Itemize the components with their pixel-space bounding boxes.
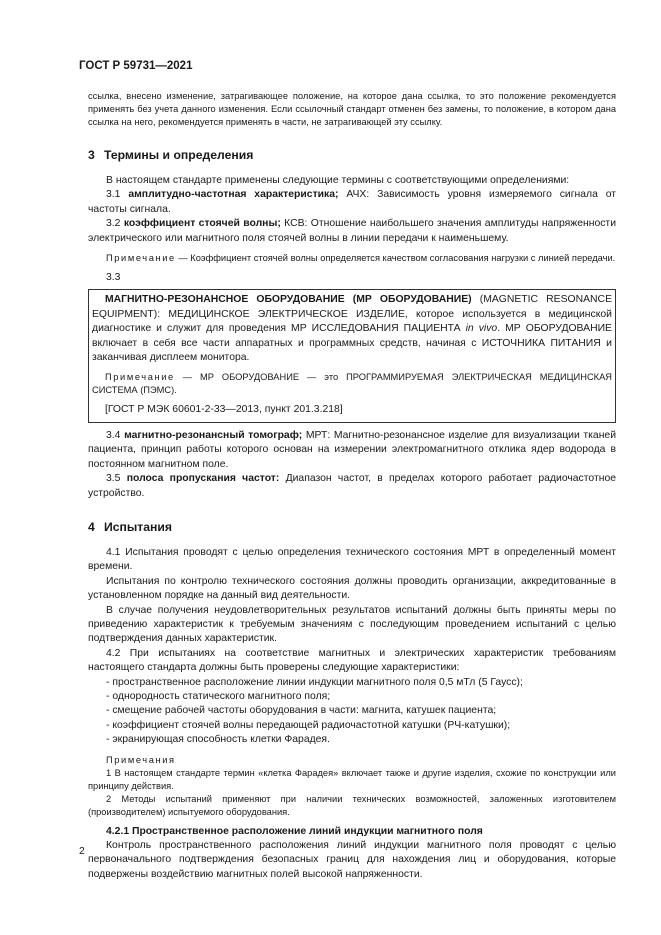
term-3-3-note-label: Примечание — [105, 372, 175, 383]
page-number: 2 — [79, 846, 85, 857]
term-3-2-number: 3.2 — [106, 218, 121, 230]
term-3-3-text-a: (MAGNETIC RESONANCE EQUIPMENT): МЕДИЦИНСКОЕ ЭЛЕКТРИЧЕСКОЕ ИЗДЕЛИЕ, которое используется в медицинской диагностике и служит для проведения МР ИССЛЕДОВАНИЯ ПАЦИЕНТА — [92, 294, 612, 335]
notes-label — [88, 754, 616, 767]
term-3-2-abbr: КСВ: — [284, 218, 308, 230]
page-content — [88, 90, 616, 882]
note-3-2-text: — Коэффициент стоячей волны определяется качеством согласования нагрузки с линией передачи. — [178, 253, 616, 264]
section-3-heading — [88, 148, 616, 162]
section-3-number: 3 — [88, 148, 95, 162]
note-2: 2 Методы испытаний применяют при наличии технических возможностей, заложенных изготовителем (производителем) испытуемого оборудования. — [88, 793, 616, 817]
term-3-5 — [88, 472, 616, 501]
note-3-2-label: Примечание — [106, 253, 176, 264]
term-3-5-term: полоса пропускания частот: — [126, 473, 280, 485]
term-3-4-number: 3.4 — [106, 429, 121, 441]
term-3-3-definition — [92, 293, 612, 365]
list-item: - коэффициент стоячей волны передающей радиочастотной катушки (РЧ-катушки); — [106, 719, 511, 731]
list-item: - однородность статического магнитного поля; — [106, 690, 331, 702]
note-3-2 — [88, 252, 616, 265]
section-4-number: 4 — [88, 519, 95, 534]
term-3-1-abbr: АЧХ: — [346, 189, 370, 201]
notes-label-text: Примечания — [106, 754, 176, 765]
term-3-4-term: магнитно-резонансный томограф; — [124, 429, 303, 441]
term-3-3-term: МАГНИТНО-РЕЗОНАНСНОЕ ОБОРУДОВАНИЕ (МР ОБОРУДОВАНИЕ) — [105, 294, 472, 306]
section-4-heading — [88, 520, 616, 534]
term-3-3-number: 3.3 — [106, 272, 121, 284]
term-3-2-definition: Отношение наибольшего значения амплитуды напряженности электрического или магнитного поля стоячей волны в линии передачи к наименьшему. — [88, 218, 616, 244]
term-3-4-abbr: МРТ: — [305, 429, 331, 441]
section-3-title: Термины и определения — [104, 148, 254, 162]
term-3-3-in-vivo: in vivo — [465, 323, 498, 335]
term-3-1-definition: Зависимость уровня измеряемого сигнала от частоты сигнала. — [88, 189, 617, 215]
term-3-1-number: 3.1 — [106, 189, 121, 201]
term-3-3-box — [88, 289, 616, 422]
term-3-1 — [88, 188, 616, 217]
list-item: - смещение рабочей частоты оборудования в части: магнита, катушек пациента; — [106, 705, 497, 717]
section-4-title: Испытания — [104, 519, 173, 534]
term-3-3-note — [92, 371, 612, 397]
para-4-1-b: Испытания по контролю технического состояния должны проводить организации, аккредитованные в установленном порядке на данный вид деятельности. — [88, 575, 616, 602]
document-code: ГОСТ Р 59731—2021 — [79, 60, 193, 72]
note-1: 1 В настоящем стандарте термин «клетка Фарадея» включает также и другие изделия, схожие по конструкции или принципу действия. — [88, 767, 616, 791]
term-3-3-text-b: . МР ОБОРУДОВАНИЕ включает в себя все части аппаратных и программных средств, начиная с ИСТОЧНИКА ПИТАНИЯ и заканчивая дисплеем монитора. — [92, 323, 612, 364]
para-4-1-c: В случае получения неудовлетворительных результатов испытаний должны быть приняты меры по приведению характеристик к требуемым значениям с последующим проведением испытаний с целью подтверждения данных характеристик. — [88, 604, 616, 645]
list-item: - пространственное расположение линии индукции магнитного поля 0,5 мТл (5 Гаусс); — [106, 676, 523, 688]
term-3-2-term: коэффициент стоячей волны; — [123, 218, 281, 230]
section-3-lead: В настоящем стандарте применены следующие термины с соответствующими определениями: — [106, 175, 570, 186]
para-4-2: 4.2 При испытаниях на соответствие магнитных и электрических характеристик требованиям настоящего стандарта должны быть проверены следующие характеристики: — [88, 647, 616, 674]
term-3-4 — [88, 429, 616, 472]
subsection-4-2-1-title: 4.2.1 Пространственное расположение линий индукции магнитного поля — [106, 825, 483, 837]
term-3-5-definition: Диапазон частот, в пределах которого работает радиочастотное устройство. — [88, 473, 617, 499]
intro-note: ссылка, внесено изменение, затрагивающее положение, на которое дана ссылка, то это положение рекомендуется применять без учета данного изменения. Если ссылочный стандарт отменен без замены, то положение, в котором дана ссылка на него, рекомендуется применять в части, не затрагивающей эту ссылку. — [88, 91, 616, 127]
term-3-1-term: амплитудно-частотная характеристика; — [128, 189, 339, 201]
term-3-2 — [88, 217, 616, 246]
term-3-3-note-text: — МР ОБОРУДОВАНИЕ — это ПРОГРАММИРУЕМАЯ ЭЛЕКТРИЧЕСКАЯ МЕДИЦИНСКАЯ СИСТЕМА (ПЭМС). — [92, 372, 612, 396]
para-4-1: 4.1 Испытания проводят с целью определения технического состояния МРТ в определенный момент времени. — [88, 546, 616, 573]
term-3-4-definition: Магнитно-резонансное изделие для визуализации тканей пациента, принцип работы которого основан на измерении электромагнитного отклика ядер водорода в постоянном магнитном поле. — [88, 429, 617, 470]
term-3-3-reference: [ГОСТ Р МЭК 60601-2-33—2013, пункт 201.3.218] — [105, 404, 343, 416]
subsection-4-2-1-text: Контроль пространственного расположения линий индукции магнитного поля проводят с целью первоначального подтверждения безопасных границ для нахождения лиц и оборудования, которые подвержены воздействию магнитных полей высокой напряженности. — [88, 840, 616, 880]
characteristics-list — [88, 676, 616, 748]
list-item: - экранирующая способность клетки Фарадея. — [106, 734, 330, 746]
term-3-5-number: 3.5 — [106, 473, 121, 485]
